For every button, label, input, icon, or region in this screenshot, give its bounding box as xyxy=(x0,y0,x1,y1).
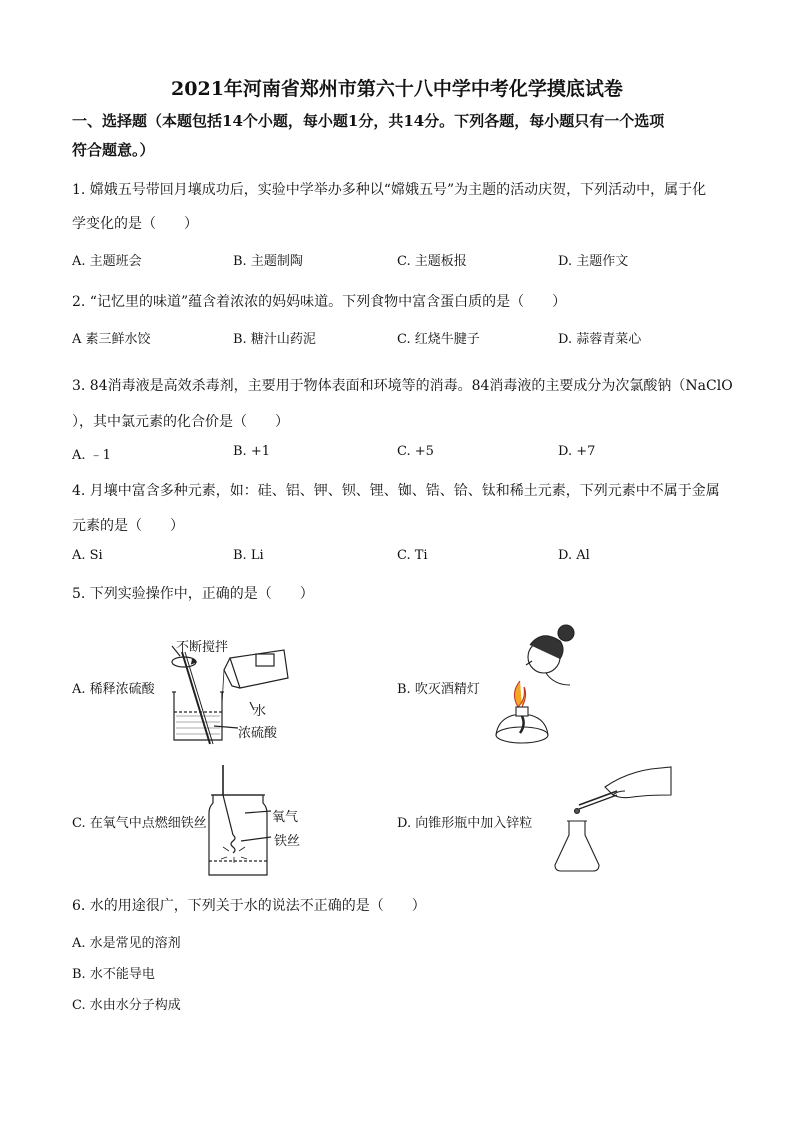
conical-flask-figure xyxy=(555,765,675,875)
q4-option-c[interactable]: C. Ti xyxy=(397,548,428,563)
q2-option-a[interactable]: A 素三鲜水饺 xyxy=(72,332,151,347)
q5-option-c[interactable]: C. 在氧气中点燃细铁丝 xyxy=(72,816,207,831)
question-3-line1: 3. 84消毒液是高效杀毒剂，主要用于物体表面和环境等的消毒。84消毒液的主要成分为次氯酸钠（NaClO xyxy=(72,378,733,394)
label-water: 水 xyxy=(253,704,267,719)
label-iron-wire: 铁丝 xyxy=(274,834,301,849)
q6-option-c[interactable]: C. 水由水分子构成 xyxy=(72,998,181,1013)
label-oxygen: 氧气 xyxy=(272,810,299,825)
q1-option-b[interactable]: B. 主题制陶 xyxy=(233,254,303,269)
q5-option-d[interactable]: D. 向锥形瓶中加入锌粒 xyxy=(397,816,533,831)
blowing-lamp-figure xyxy=(480,615,580,755)
q4-option-a[interactable]: A. Si xyxy=(72,548,103,563)
q3-option-a[interactable]: A. ﹣1 xyxy=(72,448,111,463)
q1-option-d[interactable]: D. 主题作文 xyxy=(558,254,629,269)
q4-option-b[interactable]: B. Li xyxy=(233,548,264,563)
q4-option-d[interactable]: D. Al xyxy=(558,548,590,563)
question-2-line1: 2. “记忆里的味道”蕴含着浓浓的妈妈味道。下列食物中富含蛋白质的是（ ） xyxy=(72,294,567,310)
iron-wire-figure xyxy=(205,765,275,880)
q2-option-c[interactable]: C. 红烧牛腱子 xyxy=(397,332,480,347)
question-3-line2: ），其中氯元素的化合价是（ ） xyxy=(72,414,289,430)
question-4-line2: 元素的是（ ） xyxy=(72,518,184,534)
question-5-line1: 5. 下列实验操作中，正确的是（ ） xyxy=(72,586,314,602)
question-4-line1: 4. 月壤中富含多种元素，如：硅、铝、钾、钡、锂、铷、锆、铪、钛和稀土元素，下列元素中不属于金属 xyxy=(72,483,720,499)
q3-option-b[interactable]: B. +1 xyxy=(233,444,270,459)
q3-option-c[interactable]: C. +5 xyxy=(397,444,434,459)
section-heading-line1: 一、选择题（本题包括14个小题，每小题1分，共14分。下列各题，每小题只有一个选项 xyxy=(72,112,665,130)
q1-option-a[interactable]: A. 主题班会 xyxy=(72,254,142,269)
q5-option-b[interactable]: B. 吹灭酒精灯 xyxy=(397,682,480,697)
dilution-figure xyxy=(160,640,300,750)
q2-option-b[interactable]: B. 糖汁山药泥 xyxy=(233,332,316,347)
q5-option-a[interactable]: A. 稀释浓硫酸 xyxy=(72,682,155,697)
label-concentrated-acid: 浓硫酸 xyxy=(238,726,278,741)
section-heading-line2: 符合题意。） xyxy=(72,141,155,159)
question-1-line1: 1. 嫦娥五号带回月壤成功后，实验中学举办多种以“嫦娥五号”为主题的活动庆贺，下列活动中，属于化 xyxy=(72,182,707,198)
q6-option-a[interactable]: A. 水是常见的溶剂 xyxy=(72,936,181,951)
question-1-line2: 学变化的是（ ） xyxy=(72,216,198,232)
q6-option-b[interactable]: B. 水不能导电 xyxy=(72,967,155,982)
page-title: 2021年河南省郑州市第六十八中学中考化学摸底试卷 xyxy=(171,78,623,100)
q1-option-c[interactable]: C. 主题板报 xyxy=(397,254,467,269)
label-continuous-stirring: 不断搅拌 xyxy=(176,640,229,655)
q2-option-d[interactable]: D. 蒜蓉青菜心 xyxy=(558,332,642,347)
q3-option-d[interactable]: D. +7 xyxy=(558,444,596,459)
question-6-line1: 6. 水的用途很广，下列关于水的说法不正确的是（ ） xyxy=(72,898,426,914)
